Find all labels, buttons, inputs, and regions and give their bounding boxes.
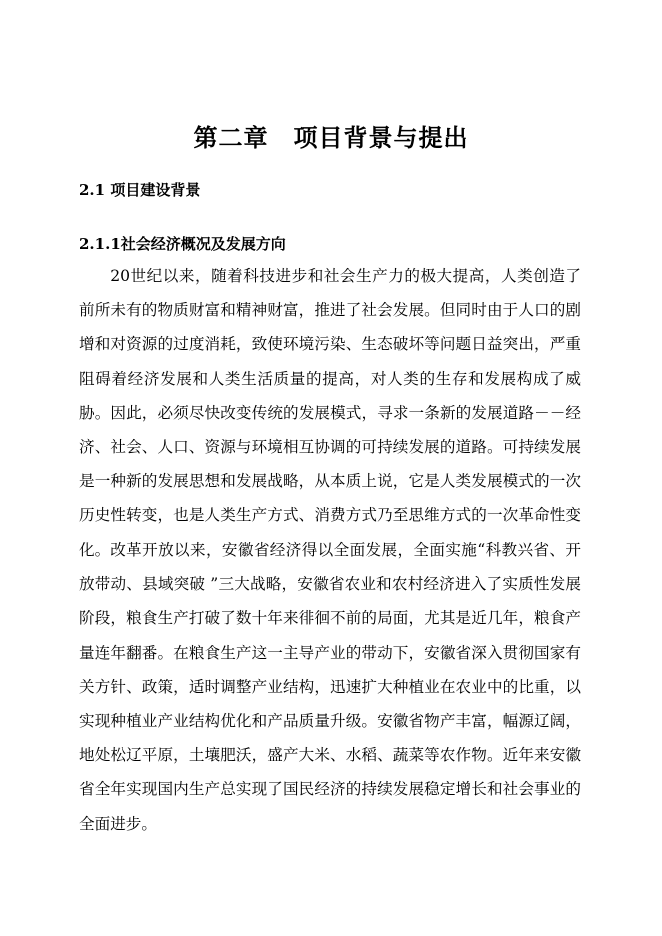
body-paragraph: 改革开放以来，安徽省经济得以全面发展，全面实施“科教兴省、开放带动、县域突破 ”三大战略，安徽省农业和农村经济进入了实质性发展阶段，粮食生产打破了数十年来徘徊不前的局面，尤其是近几年，粮食产量连年翻番。在粮食生产这一主导产业的带动下，安徽省深入贯彻国家有关方针、政策，适时调整产业结构，迅速扩大种植业在农业中的比重，以实现种植业产业结构优化和产品质量升级。安徽省物产丰富，幅源辽阔，地处松辽平原，土壤肥沃，盛产大米、水稻、蔬菜等农作物。近年来安徽省全年实现国内生产总实现了国民经济的持续发展稳定增长和社会事业的全面进步。 xyxy=(79,541,581,833)
section-heading: 2.1 项目建设背景 xyxy=(79,181,201,199)
subsection-heading: 2.1.1社会经济概况及发展方向 xyxy=(79,235,286,253)
body-paragraph: 20世纪以来，随着科技进步和社会生产力的极大提高，人类创造了前所未有的物质财富和精神财富，推进了社会发展。但同时由于人口的剧增和对资源的过度消耗，致使环境污染、生态破坏等问题日益突出，严重阻碍着经济发展和人类生活质量的提高，对人类的生存和发展构成了威胁。因此，必须尽快改变传统的发展模式，寻求一条新的发展道路－－经济、社会、人口、资源与环境相互协调的可持续发展的道路。可持续发展是一种新的发展思想和发展战略，从本质上说，它是人类发展模式的一次历史性转变，也是人类生产方式、消费方式乃至思维方式的一次革命性变化。 xyxy=(79,267,581,559)
chapter-title: 第二章 项目背景与提出 xyxy=(193,123,469,152)
